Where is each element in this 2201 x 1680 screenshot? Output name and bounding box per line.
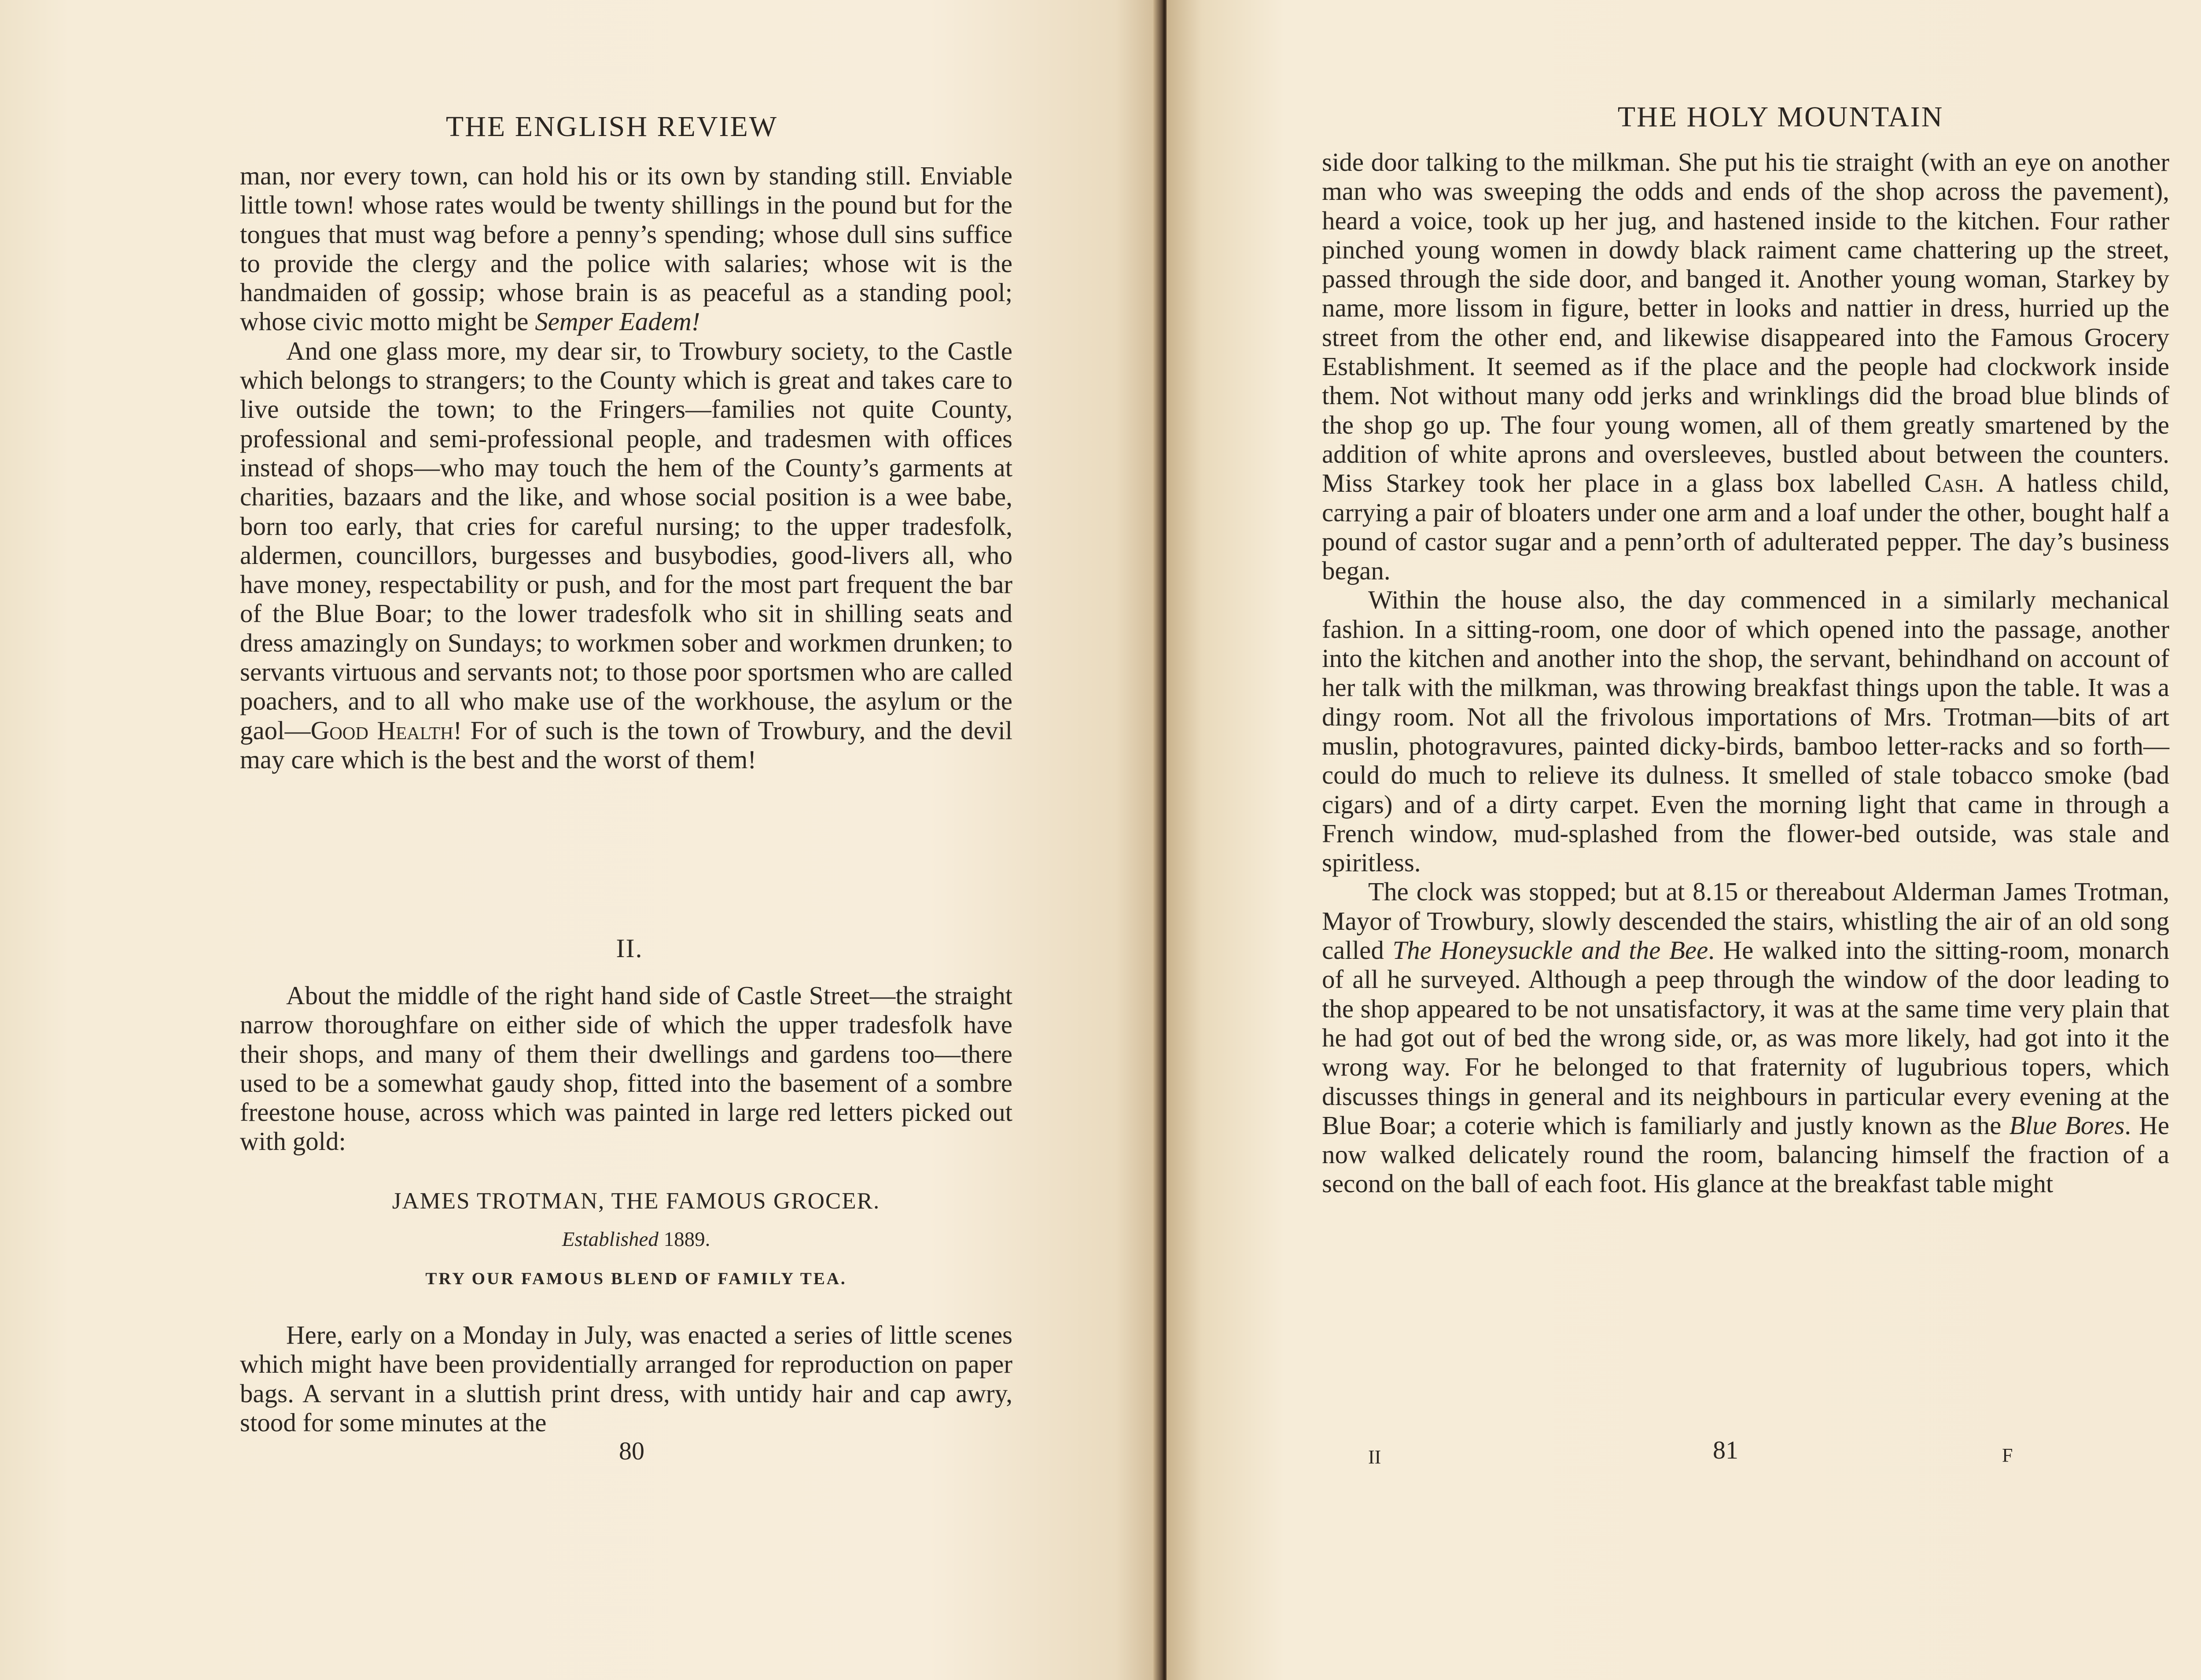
left-paragraph-4: [240, 1320, 1012, 1437]
text-run: . He walked into the sitting-room, monarch of all he surveyed. Although a peep through the window of the door leading to the shop appeared to be not unsatisfactory, it was at the same time very plain that he had got out of bed the wrong side, or, as was more likely, had got into it the wrong way. For he belonged to that fraternity of lugubrious topers, which discusses things in general and its neighbours in particular every evening at the Blue Boar; a coterie which is familiarly and justly known as the: [1322, 936, 2169, 1140]
left-running-head: THE ENGLISH REVIEW: [445, 111, 778, 143]
right-page: [1167, 0, 2201, 1680]
section-number: II.: [616, 934, 643, 963]
text-run: . A hatless child, carrying a pair of bloaters under one arm and a loaf under the other, bought half a pound of castor sugar and a penn’orth of adulterated pepper. The day’s business began.: [1322, 468, 2169, 586]
text-run: About the middle of the right hand side of Castle Street—the straight narrow thoroughfare on either side of which the upper tradesfolk have their shops, and many of them their dwellings and gardens too—there used to be a somewhat gaudy shop, fitted into the basement of a sombre freestone house, across which was painted in large red letters picked out with gold:: [240, 981, 1012, 1156]
signature-mark-right: F: [2002, 1444, 2013, 1466]
italic-run: Semper Eadem!: [535, 307, 700, 336]
text-run: side door talking to the milkman. She put his tie straight (with an eye on another man who was sweeping the odds and ends of the shop across the pavement), heard a voice, took up her jug, and hastened inside to the kitchen. Four rather pinched young women in dowdy black raiment came chattering up the street, passed through the side door, and banged it. Another young woman, Starkey by name, more lissom in figure, better in looks and nattier in dress, hurried up the street from the other end, and likewise disappeared into the Famous Grocery Establishment. It seemed as if the place and the people had clockwork inside them. Not without many odd jerks and wrinklings did the broad blue blinds of the shop go up. The four young women, all of them greatly smartened by the addition of white aprons and oversleeves, bustled about between the counters. Miss Starkey took her place in a glass box labelled: [1322, 147, 2169, 498]
left-paragraph-2: [240, 336, 1012, 774]
italic-run: Blue Bores: [2009, 1110, 2125, 1140]
text-run: Here, early on a Monday in July, was enacted a series of little scenes which might have been providentially arranged for reproduction on paper bags. A servant in a sluttish print dress, with untidy hair and cap awry, stood for some minutes at the: [240, 1320, 1012, 1437]
left-text-upper: [240, 161, 1012, 774]
right-running-head: THE HOLY MOUNTAIN: [1617, 101, 1944, 133]
sign-tagline: TRY OUR FAMOUS BLEND OF FAMILY TEA.: [425, 1269, 847, 1288]
text-run: man, nor every town, can hold his or its own by standing still. Enviable little town! whose rates would be twenty shillings in the pound but for the tongues that must wag before a penny’s spending; whose dull sins suffice to provide the clergy and the police with salaries; whose wit is the handmaiden of gossip; whose brain is as peaceful as a standing pool; whose civic motto might be: [240, 161, 1012, 336]
sign-established-label: Established: [562, 1228, 659, 1251]
left-page-number: 80: [619, 1437, 644, 1465]
shop-sign: [284, 1188, 988, 1289]
text-run: Within the house also, the day commenced in a similarly mechanical fashion. In a sitting-room, one door of which opened into the passage, another into the kitchen and another into the shop, the servant, behindhand on account of her talk with the milkman, was throwing breakfast things upon the table. It was a dingy room. Not all the frivolous importations of Mrs. Trotman—bits of art muslin, photogravures, painted dicky-birds, bamboo letter-racks and so forth—could do much to relieve its dulness. It smelled of stale tobacco smoke (bad cigars) and of a dirty carpet. Even the morning light that came in through a French window, mud-splashed from the flower-bed outside, was stale and spiritless.: [1322, 585, 2169, 877]
small-caps-run: Cash: [1924, 468, 1978, 498]
right-page-number: 81: [1713, 1436, 1738, 1464]
sign-established: [284, 1227, 988, 1251]
small-caps-run: Good Health: [310, 715, 453, 745]
right-paragraph-3: [1322, 877, 2169, 1198]
text-run: And one glass more, my dear sir, to Trowbury society, to the Castle which belongs to strangers; to the County which is great and takes care to live outside the town; to the Fringers—families not quite County, professional and semi-professional people, and tradesmen with offices instead of shops—who may touch the hem of the County’s garments at charities, bazaars and the like, and whose social position is a wee babe, born too early, that cries for careful nursing; to the upper tradesfolk, aldermen, councillors, burgesses and busybodies, good-livers all, who have money, respectability or push, and for the most part frequent the bar of the Blue Boar; to the lower tradesfolk who sit in shilling seats and dress amazingly on Sundays; to workmen sober and workmen drunken; to servants virtuous and servants not; to those poor sportsmen who are called poachers, and to all who make use of the workhouse, the asylum or the gaol—: [240, 336, 1012, 745]
left-paragraph-3: [240, 981, 1012, 1156]
left-text-middle: [240, 981, 1012, 1156]
right-text: [1322, 147, 2169, 1198]
sign-established-year: 1889.: [663, 1228, 710, 1251]
right-paragraph-1: [1322, 147, 2169, 585]
signature-mark-left: II: [1368, 1446, 1381, 1468]
left-paragraph-1: [240, 161, 1012, 336]
right-paragraph-2: [1322, 585, 2169, 877]
sign-title: JAMES TROTMAN, THE FAMOUS GROCER.: [392, 1188, 880, 1214]
text-run: . He now walked delicately round the room, balancing himself the fraction of a second on the ball of each foot. His glance at the breakfast table might: [1322, 1110, 2169, 1198]
left-text-lower: [240, 1320, 1012, 1437]
text-run: The clock was stopped; but at 8.15 or thereabout Alderman James Trotman, Mayor of Trowbury, slowly descended the stairs, whistling the air of an old song called: [1322, 877, 2169, 965]
italic-run: The Honeysuckle and the Bee: [1392, 936, 1708, 965]
text-run: ! For of such is the town of Trowbury, and the devil may care which is the best and the worst of them!: [240, 715, 1012, 774]
